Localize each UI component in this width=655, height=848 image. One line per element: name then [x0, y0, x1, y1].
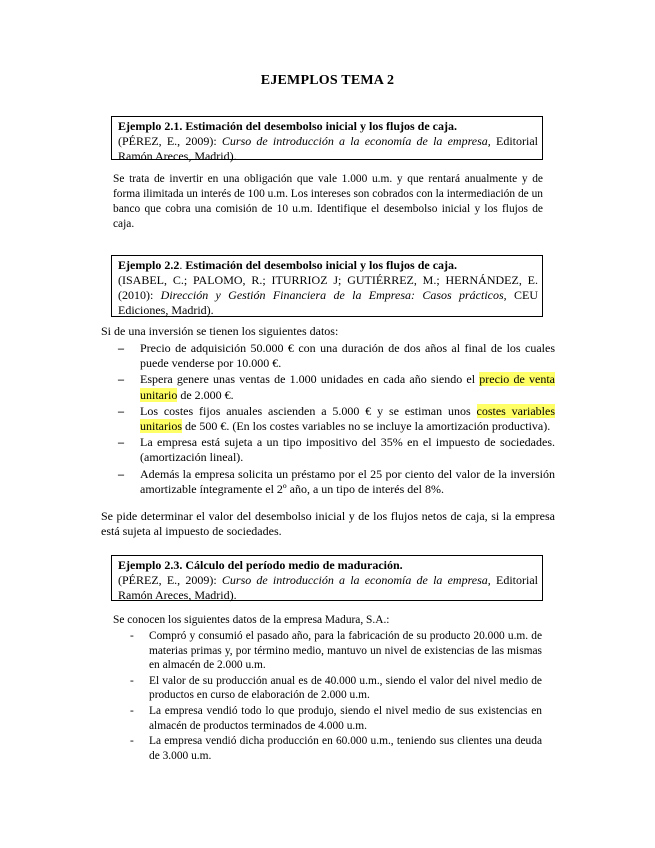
- example-2-2-box: Ejemplo 2.2. Estimación del desembolso inicial y los flujos de caja. (ISABEL, C.; PALOMO, R.; ITURRIOZ J; GUTIÉRREZ, M.; HERNÁNDEZ, E. (2010): Dirección y Gestión Financiera de la Empresa: Casos prácticos, CEU Ediciones, Madrid).: [111, 255, 543, 317]
- example-2-1-reference: (PÉREZ, E., 2009): Curso de introducción a la economía de la empresa, Editorial Ramón Areces, Madrid).: [118, 134, 538, 163]
- list-item: – Espera genere unas ventas de 1.000 unidades en cada año siendo el precio de venta unitario de 2.000 €.: [118, 372, 555, 402]
- list-item: – Precio de adquisición 50.000 € con una duración de dos años al final de los cuales puede venderse por 10.000 €.: [118, 341, 555, 371]
- example-2-1-heading: Ejemplo 2.1. Estimación del desembolso inicial y los flujos de caja.: [118, 119, 457, 133]
- example-2-2-list: [118, 341, 555, 498]
- highlight-precio-venta-unitario: precio de venta unitario: [140, 372, 555, 402]
- list-item: – La empresa está sujeta a un tipo impositivo del 35% en el impuesto de sociedades. (amortización lineal).: [118, 435, 555, 465]
- list-item: - La empresa vendió todo lo que produjo, siendo el nivel medio de sus existencias en almacén de productos terminados de 4.000 u.m.: [130, 704, 542, 732]
- example-2-2-heading: Ejemplo 2.2: [118, 258, 180, 272]
- highlight-costes-variables-unitarios: costes variables unitarios: [140, 403, 555, 434]
- example-2-3-reference: (PÉREZ, E., 2009): Curso de introducción a la economía de la empresa, Editorial Ramón Areces, Madrid).: [118, 573, 538, 602]
- example-2-3-list: [130, 629, 542, 764]
- list-item: - El valor de su producción anual es de 40.000 u.m., siendo el valor del nivel medio de productos en curso de elaboración de 2.000 u.m.: [130, 674, 542, 702]
- example-2-2-intro: Si de una inversión se tienen los siguientes datos:: [101, 324, 339, 338]
- list-item: – Los costes fijos anuales ascienden a 5.000 € y se estiman unos costes variables unitarios de 500 €. (En los costes variables no se incluye la amortización productiva).: [118, 403, 555, 434]
- example-2-2-reference: (ISABEL, C.; PALOMO, R.; ITURRIOZ J; GUTIÉRREZ, M.; HERNÁNDEZ, E. (2010): Dirección y Gestión Financiera de la Empresa: Casos prácticos, CEU Ediciones, Madrid).: [118, 273, 538, 317]
- example-2-3-heading: Ejemplo 2.3. Cálculo del período medio de maduración.: [118, 558, 403, 572]
- example-2-1-box: [111, 116, 543, 163]
- list-item: – Además la empresa solicita un préstamo por el 25 por ciento del valor de la inversión amortizable íntegramente el 2º año, a un tipo de interés del 8%.: [118, 466, 555, 496]
- list-item: - Compró y consumió el pasado año, para la fabricación de su producto 20.000 u.m. de materias primas y, por término medio, mantuvo un nivel de existencias de las mismas en almacén de 2.000 u.m.: [130, 630, 542, 672]
- example-2-3-box: [111, 555, 543, 601]
- example-2-2-closing: Se pide determinar el valor del desembolso inicial y de los flujos netos de caja, si la empresa está sujeta al impuesto de sociedades.: [101, 509, 555, 539]
- example-2-1-body: Se trata de invertir en una obligación que vale 1.000 u.m. y que rentará anualmente y de forma ilimitada un interés de 100 u.m. Los intereses son cobrados con la intermediación de un banco que cobra una comisión de 10 u.m. Identifique el desembolso inicial y los flujos de caja.: [113, 173, 543, 230]
- example-2-3-intro: Se conocen los siguientes datos de la empresa Madura, S.A.:: [113, 614, 390, 626]
- page-title: EJEMPLOS TEMA 2: [260, 73, 395, 88]
- list-item: - La empresa vendió dicha producción en 60.000 u.m., teniendo sus clientes una deuda de 3.000 u.m.: [130, 735, 542, 762]
